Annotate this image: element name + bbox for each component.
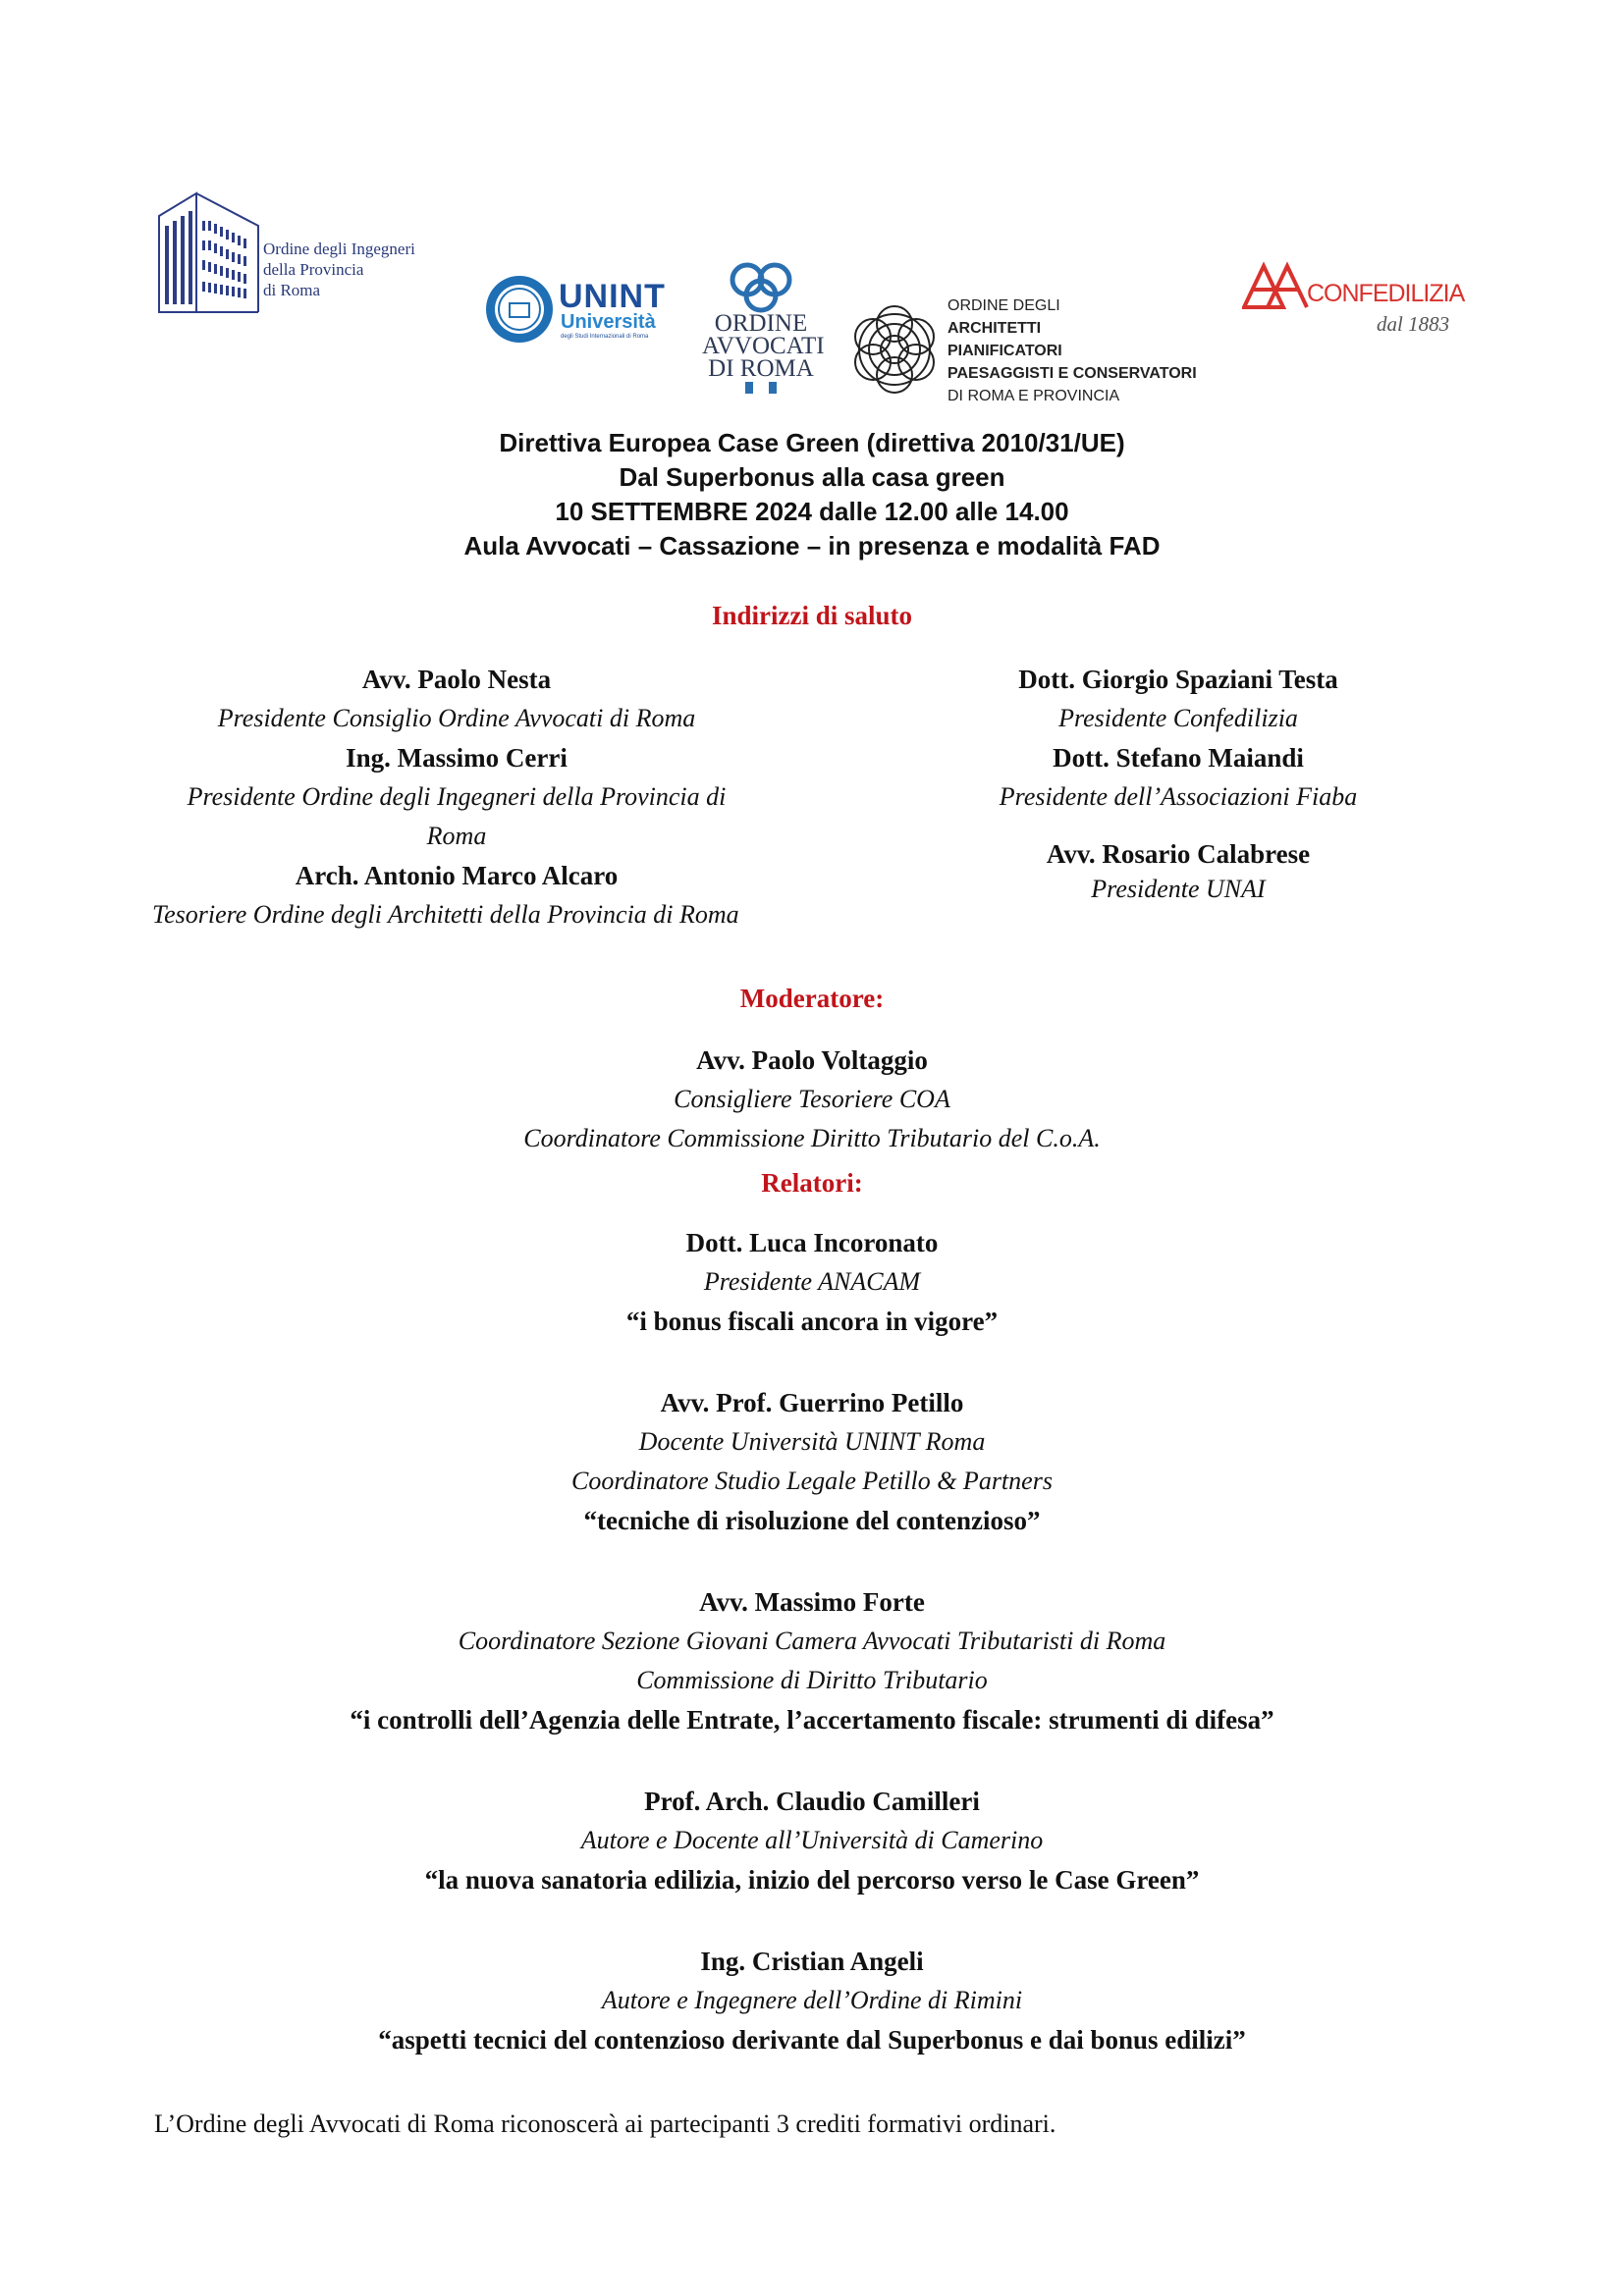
speaker-5-name: Ing. Cristian Angeli [700, 1947, 924, 1976]
speaker-1 [0, 1223, 1624, 1341]
architetti-logo [854, 294, 1247, 412]
ingegneri-line-3: di Roma [263, 281, 321, 299]
event-location: Aula Avvocati – Cassazione – in presenza e modalità FAD [463, 531, 1161, 561]
speakers-heading: Relatori: [761, 1168, 863, 1198]
speaker-3-name: Avv. Massimo Forte [699, 1587, 925, 1617]
ingegneri-line-2: della Provincia [263, 260, 364, 279]
greeting-name-2: Ing. Massimo Cerri [346, 743, 568, 773]
moderator-block [0, 1041, 1624, 1158]
speaker-2-name: Avv. Prof. Guerrino Petillo [660, 1388, 964, 1417]
event-date: 10 SETTEMBRE 2024 dalle 12.00 alle 14.00 [555, 497, 1069, 526]
confedilizia-since: dal 1883 [1377, 312, 1450, 336]
speaker-4 [0, 1782, 1624, 1899]
speaker-2-topic: “tecniche di risoluzione del contenzioso” [583, 1506, 1041, 1535]
architetti-line-3: PIANIFICATORI [947, 343, 1062, 359]
speaker-1-topic: “i bonus fiscali ancora in vigore” [625, 1307, 999, 1336]
greetings-heading: Indirizzi di saluto [711, 601, 913, 630]
avvocati-line-2: AVVOCATI [702, 333, 825, 359]
greeting-name-1: Avv. Paolo Nesta [361, 665, 552, 694]
confedilizia-roof-icon [1242, 260, 1313, 309]
confedilizia-logo [1242, 258, 1478, 347]
greeting-role-6: Presidente UNAI [1091, 875, 1266, 903]
moderator-role-1: Consigliere Tesoriere COA [674, 1085, 950, 1113]
greeting-role-2: Presidente Ordine degli Ingegneri della Provincia di Roma [187, 782, 727, 850]
greetings-left-column [152, 660, 761, 934]
avvocati-columns-icon [741, 382, 781, 394]
greeting-name-6: Avv. Rosario Calabrese [1046, 839, 1311, 869]
speaker-5-role-1: Autore e Ingegnere dell’Ordine di Rimini [601, 1986, 1023, 2014]
speaker-3-role-1: Coordinatore Sezione Giovani Camera Avvocati Tributaristi di Roma [458, 1627, 1166, 1655]
architetti-line-1: ORDINE DEGLI [947, 297, 1060, 314]
greeting-role-4: Presidente Confedilizia [1058, 704, 1298, 732]
speaker-5-topic: “aspetti tecnici del contenzioso derivante dal Superbonus e dai bonus edilizi” [378, 2025, 1246, 2055]
unint-title: UNINT [559, 278, 666, 315]
architetti-line-2: ARCHITETTI [947, 320, 1042, 337]
ingegneri-line-1: Ordine degli Ingegneri [263, 240, 415, 258]
avvocati-knot-icon [722, 260, 800, 315]
confedilizia-name: CONFEDILIZIA [1307, 280, 1465, 307]
unint-seal-icon [484, 274, 555, 345]
avvocati-line-3: DI ROMA [708, 355, 814, 382]
speaker-1-name: Dott. Luca Incoronato [685, 1228, 939, 1257]
speaker-2-role-1: Docente Università UNINT Roma [638, 1427, 986, 1456]
avvocati-logo [702, 260, 825, 398]
unint-small-text: degli Studi Internazionali di Roma [561, 334, 649, 340]
speaker-2 [0, 1383, 1624, 1540]
moderator-name: Avv. Paolo Voltaggio [696, 1045, 928, 1075]
speaker-3-topic: “i controlli dell’Agenzia delle Entrate, l’accertamento fiscale: strumenti di difesa” [350, 1705, 1274, 1735]
unint-logo [484, 270, 680, 348]
greeting-name-3: Arch. Antonio Marco Alcaro [295, 861, 619, 890]
speaker-4-name: Prof. Arch. Claudio Camilleri [644, 1787, 980, 1816]
avvocati-line-1: ORDINE [714, 310, 808, 337]
credits-note: L’Ordine degli Avvocati di Roma riconoscerà ai partecipanti 3 crediti formativi ordinari. [154, 2109, 1056, 2138]
speaker-1-role-1: Presidente ANACAM [703, 1267, 921, 1296]
moderator-role-2: Coordinatore Commissione Diritto Tributario del C.o.A. [523, 1124, 1101, 1152]
speaker-4-topic: “la nuova sanatoria edilizia, inizio del percorso verso le Case Green” [424, 1865, 1200, 1895]
greeting-name-4: Dott. Giorgio Spaziani Testa [1018, 665, 1338, 694]
ingegneri-building-icon [157, 191, 260, 314]
greeting-name-5: Dott. Stefano Maiandi [1053, 743, 1304, 773]
architetti-line-5: DI ROMA E PROVINCIA [947, 388, 1120, 404]
moderator-heading: Moderatore: [739, 984, 885, 1013]
speaker-2-role-2: Coordinatore Studio Legale Petillo & Partners [571, 1467, 1053, 1495]
greeting-role-5: Presidente dell’Associazioni Fiaba [999, 782, 1358, 811]
architetti-rosette-icon [854, 300, 935, 399]
event-title: Direttiva Europea Case Green (direttiva 2010/31/UE) [499, 428, 1125, 457]
speaker-4-role-1: Autore e Docente all’Università di Camerino [580, 1826, 1044, 1854]
event-subtitle: Dal Superbonus alla casa green [619, 462, 1005, 492]
greeting-role-1: Presidente Consiglio Ordine Avvocati di Roma [217, 704, 696, 732]
greetings-right-column [943, 660, 1414, 907]
speaker-5 [0, 1942, 1624, 2059]
unint-subtitle: Università [561, 311, 656, 333]
greeting-role-3: Tesoriere Ordine degli Architetti della Provincia di Roma [152, 900, 739, 929]
speaker-3-role-2: Commissione di Diritto Tributario [636, 1666, 988, 1694]
architetti-line-4: PAESAGGISTI E CONSERVATORI [947, 365, 1197, 382]
ingegneri-logo [157, 191, 452, 319]
speaker-3 [0, 1582, 1624, 1739]
